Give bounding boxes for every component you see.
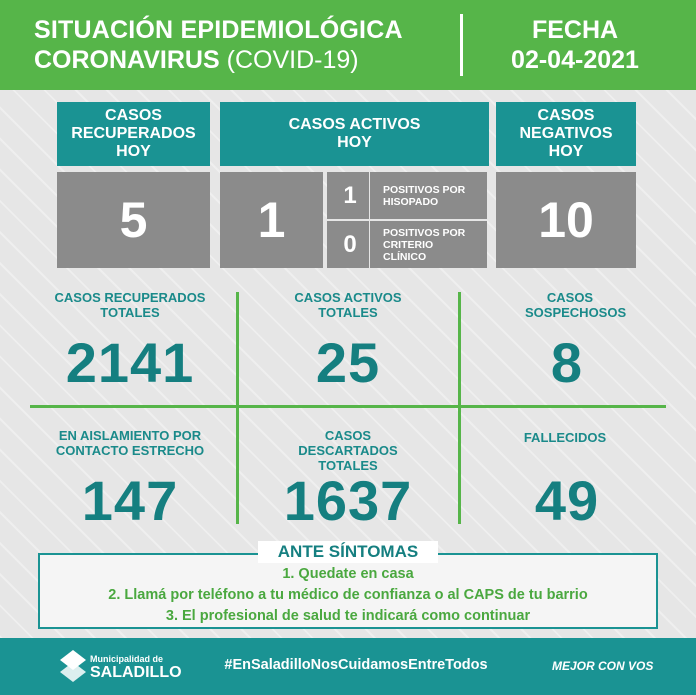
recovered-total-value: 2141 — [65, 331, 195, 394]
active-total-label: CASOS ACTIVOS TOTALES — [294, 290, 402, 320]
hisopado-row — [327, 172, 487, 219]
active-today-text: CASOS ACTIVOS HOY — [288, 116, 421, 151]
suspected-value: 8 — [550, 331, 584, 394]
title-coronavirus: CORONAVIRUS — [34, 46, 220, 74]
footer-slogan: MEJOR CON VOS — [552, 659, 654, 673]
discarded-label: CASOS DESCARTADOS TOTALES — [298, 428, 398, 473]
footer-bar — [0, 638, 696, 695]
header-divider — [460, 14, 463, 76]
deceased-value: 49 — [534, 469, 600, 532]
date-label: FECHA — [531, 16, 619, 44]
sub-separator — [327, 219, 487, 221]
grid-hline — [30, 405, 666, 408]
sub-vertical-separator — [369, 172, 370, 268]
recovered-today-text: CASOS RECUPERADOS HOY — [71, 107, 196, 160]
isolation-label: EN AISLAMIENTO POR CONTACTO ESTRECHO — [55, 428, 205, 458]
title-line1: SITUACIÓN EPIDEMIOLÓGICA — [34, 16, 403, 44]
recovered-total-label: CASOS RECUPERADOS TOTALES — [54, 290, 206, 320]
symptoms-title: ANTE SÍNTOMAS — [258, 541, 438, 563]
hisopado-value: 1 — [343, 181, 357, 209]
clinico-label: POSITIVOS POR CRITERIO CLÍNICO — [383, 226, 466, 263]
recovered-today-label — [57, 102, 210, 166]
active-today-label — [220, 102, 489, 166]
grid-vline-right — [458, 292, 461, 524]
clinico-row — [327, 221, 487, 268]
discarded-value: 1637 — [283, 469, 413, 532]
negative-today-label — [496, 102, 636, 166]
hisopado-label: POSITIVOS POR HISOPADO — [383, 183, 466, 208]
symptoms-step2: 2. Llamá por teléfono a tu médico de confianza o al CAPS de tu barrio — [108, 587, 588, 603]
title-line2 — [34, 46, 359, 75]
saladillo-logo-icon — [60, 650, 86, 682]
grid-vline-left — [236, 292, 239, 524]
negative-today-value: 10 — [496, 172, 636, 268]
footer-hashtag: #EnSaladilloNosCuidamosEntreTodos — [224, 657, 488, 673]
symptoms-step3: 3. El profesional de salud te indicará como continuar — [165, 608, 531, 624]
isolation-value: 147 — [81, 469, 179, 532]
symptoms-step1: 1. Quedate en casa — [282, 566, 414, 582]
clinico-value: 0 — [343, 230, 357, 258]
logo-municipalidad: Municipalidad de — [90, 654, 164, 664]
suspected-label: CASOS SOSPECHOSOS — [525, 290, 627, 320]
logo-saladillo: SALADILLO — [90, 664, 182, 681]
title-covid: (COVID-19) — [226, 46, 359, 74]
header-banner — [0, 0, 696, 90]
date-value: 02-04-2021 — [511, 46, 639, 74]
deceased-label: FALLECIDOS — [523, 430, 607, 445]
negative-today-text: CASOS NEGATIVOS HOY — [519, 107, 613, 160]
active-total-value: 25 — [315, 331, 381, 394]
recovered-today-value: 5 — [57, 172, 210, 268]
active-today-value: 1 — [220, 172, 323, 268]
